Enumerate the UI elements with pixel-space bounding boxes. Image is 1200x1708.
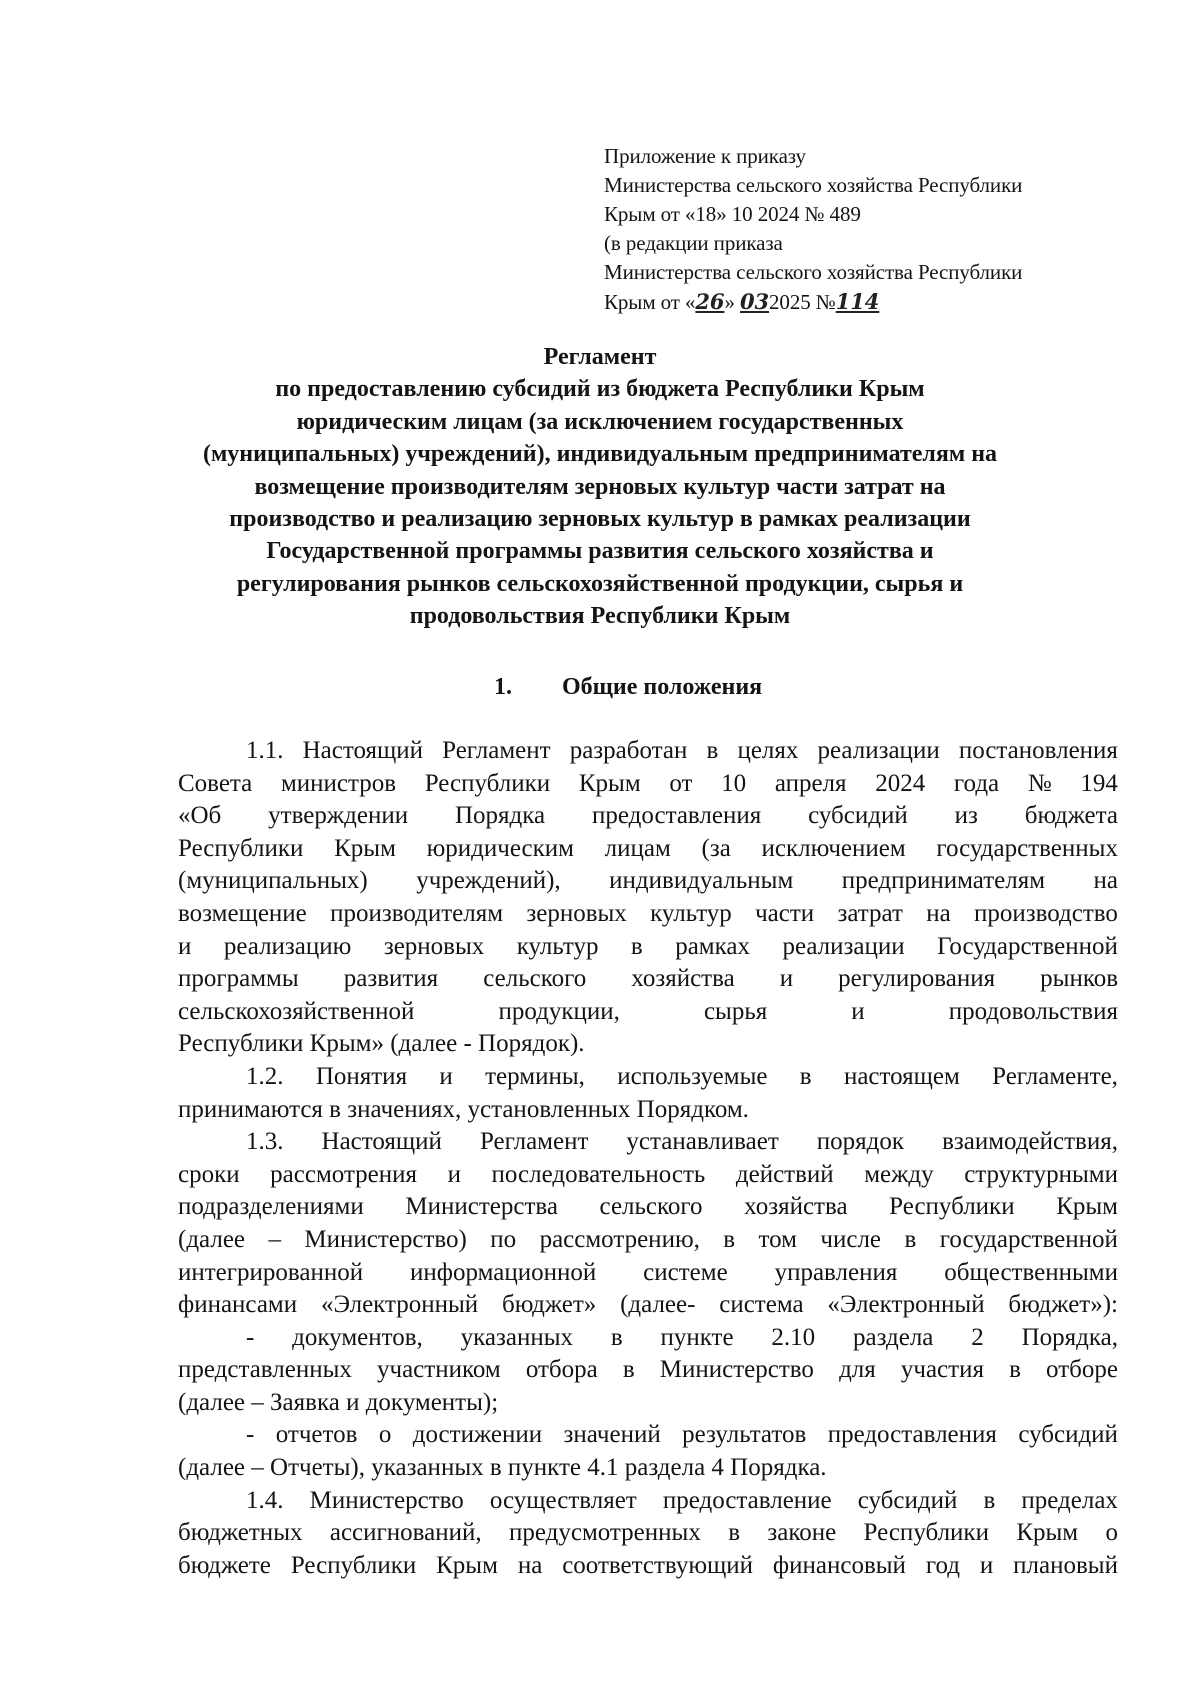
title-line: производство и реализацию зерновых культур в рамках реализации <box>229 506 971 533</box>
section-heading <box>494 671 762 703</box>
body-line: бюджете Республики Крым на соответствующий финансовый год и плановый <box>178 1551 1118 1579</box>
body-line: Совета министров Республики Крым от 10 апреля 2024 года № 194 <box>178 769 1118 797</box>
title-line: по предоставлению субсидий из бюджета Республики Крым <box>275 376 925 403</box>
body-line: возмещение производителям зерновых культур части затрат на производство <box>178 899 1118 927</box>
title-line: Регламент <box>543 344 657 370</box>
body-line: подразделениями Министерства сельского хозяйства Республики Крым <box>178 1193 1118 1221</box>
handwritten-order-number: 114 <box>835 289 880 314</box>
appendix-line: (в редакции приказа <box>604 231 783 255</box>
body-line: (муниципальных) учреждений), индивидуальным предпринимателям на <box>178 867 1118 895</box>
body-line: 1.4. Министерство осуществляет предоставление субсидий в пределах <box>246 1486 1118 1514</box>
title-line: продовольствия Республики Крым <box>409 603 791 630</box>
body-line: - отчетов о достижении значений результатов предоставления субсидий <box>246 1421 1118 1449</box>
section-number: 1. <box>494 674 512 700</box>
appendix-line-date <box>604 287 1124 317</box>
appendix-line: Крым от «18» 10 2024 № 489 <box>604 202 861 226</box>
appendix-line: Министерства сельского хозяйства Республики <box>604 260 1023 284</box>
appendix-line: Министерства сельского хозяйства Республики <box>604 173 1023 197</box>
appendix-date-prefix: Крым от « <box>604 290 696 314</box>
appendix-date-separator: » <box>724 290 740 314</box>
body-line: сельскохозяйственной продукции, сырья и продовольствия <box>178 997 1118 1025</box>
body-line: программы развития сельского хозяйства и регулирования рынков <box>178 965 1118 993</box>
appendix-date-year: 2025 № <box>769 290 836 314</box>
body-line: интегрированной информационной системе управления общественными <box>178 1258 1118 1286</box>
body-line: (далее – Министерство) по рассмотрению, в том числе в государственной <box>178 1225 1118 1253</box>
appendix-line: Приложение к приказу <box>604 144 806 168</box>
body-line: сроки рассмотрения и последовательность действий между структурными <box>178 1160 1118 1188</box>
title-line: юридическим лицам (за исключением государственных <box>296 408 904 435</box>
body-line: финансами «Электронный бюджет» (далее- система «Электронный бюджет»): <box>178 1291 1118 1319</box>
body-line: - документов, указанных в пункте 2.10 раздела 2 Порядка, <box>246 1323 1118 1351</box>
body-line: представленных участником отбора в Министерство для участия в отборе <box>178 1356 1118 1384</box>
body-line: 1.2. Понятия и термины, используемые в настоящем Регламенте, <box>246 1062 1118 1090</box>
body-line: Республики Крым юридическим лицам (за исключением государственных <box>178 834 1118 862</box>
appendix-note <box>604 142 1124 317</box>
body-line: 1.1. Настоящий Регламент разработан в целях реализации постановления <box>246 737 1118 764</box>
section-title: Общие положения <box>562 674 763 700</box>
handwritten-day: 26 <box>695 289 725 314</box>
body-text <box>178 735 1118 1582</box>
title-line: возмещение производителям зерновых культур части затрат на <box>254 473 946 500</box>
body-line: Республики Крым» (далее - Порядок). <box>178 1030 585 1058</box>
body-line: (далее – Отчеты), указанных в пункте 4.1 раздела 4 Порядка. <box>178 1454 827 1482</box>
body-line: (далее – Заявка и документы); <box>178 1388 499 1416</box>
title-line: (муниципальных) учреждений), индивидуальным предпринимателям на <box>202 441 998 468</box>
handwritten-month: 03 <box>740 289 770 314</box>
body-line: бюджетных ассигнований, предусмотренных в законе Республики Крым о <box>178 1519 1118 1547</box>
title-line: Государственной программы развития сельского хозяйства и <box>266 538 934 565</box>
body-line: принимаются в значениях, установленных Порядком. <box>178 1095 749 1123</box>
title-line: регулирования рынков сельскохозяйственной продукции, сырья и <box>236 570 964 597</box>
body-line: «Об утверждении Порядка предоставления субсидий из бюджета <box>178 802 1118 830</box>
document-title <box>150 341 1050 633</box>
body-line: и реализацию зерновых культур в рамках реализации Государственной <box>178 932 1118 960</box>
body-line: 1.3. Настоящий Регламент устанавливает порядок взаимодействия, <box>246 1128 1118 1156</box>
